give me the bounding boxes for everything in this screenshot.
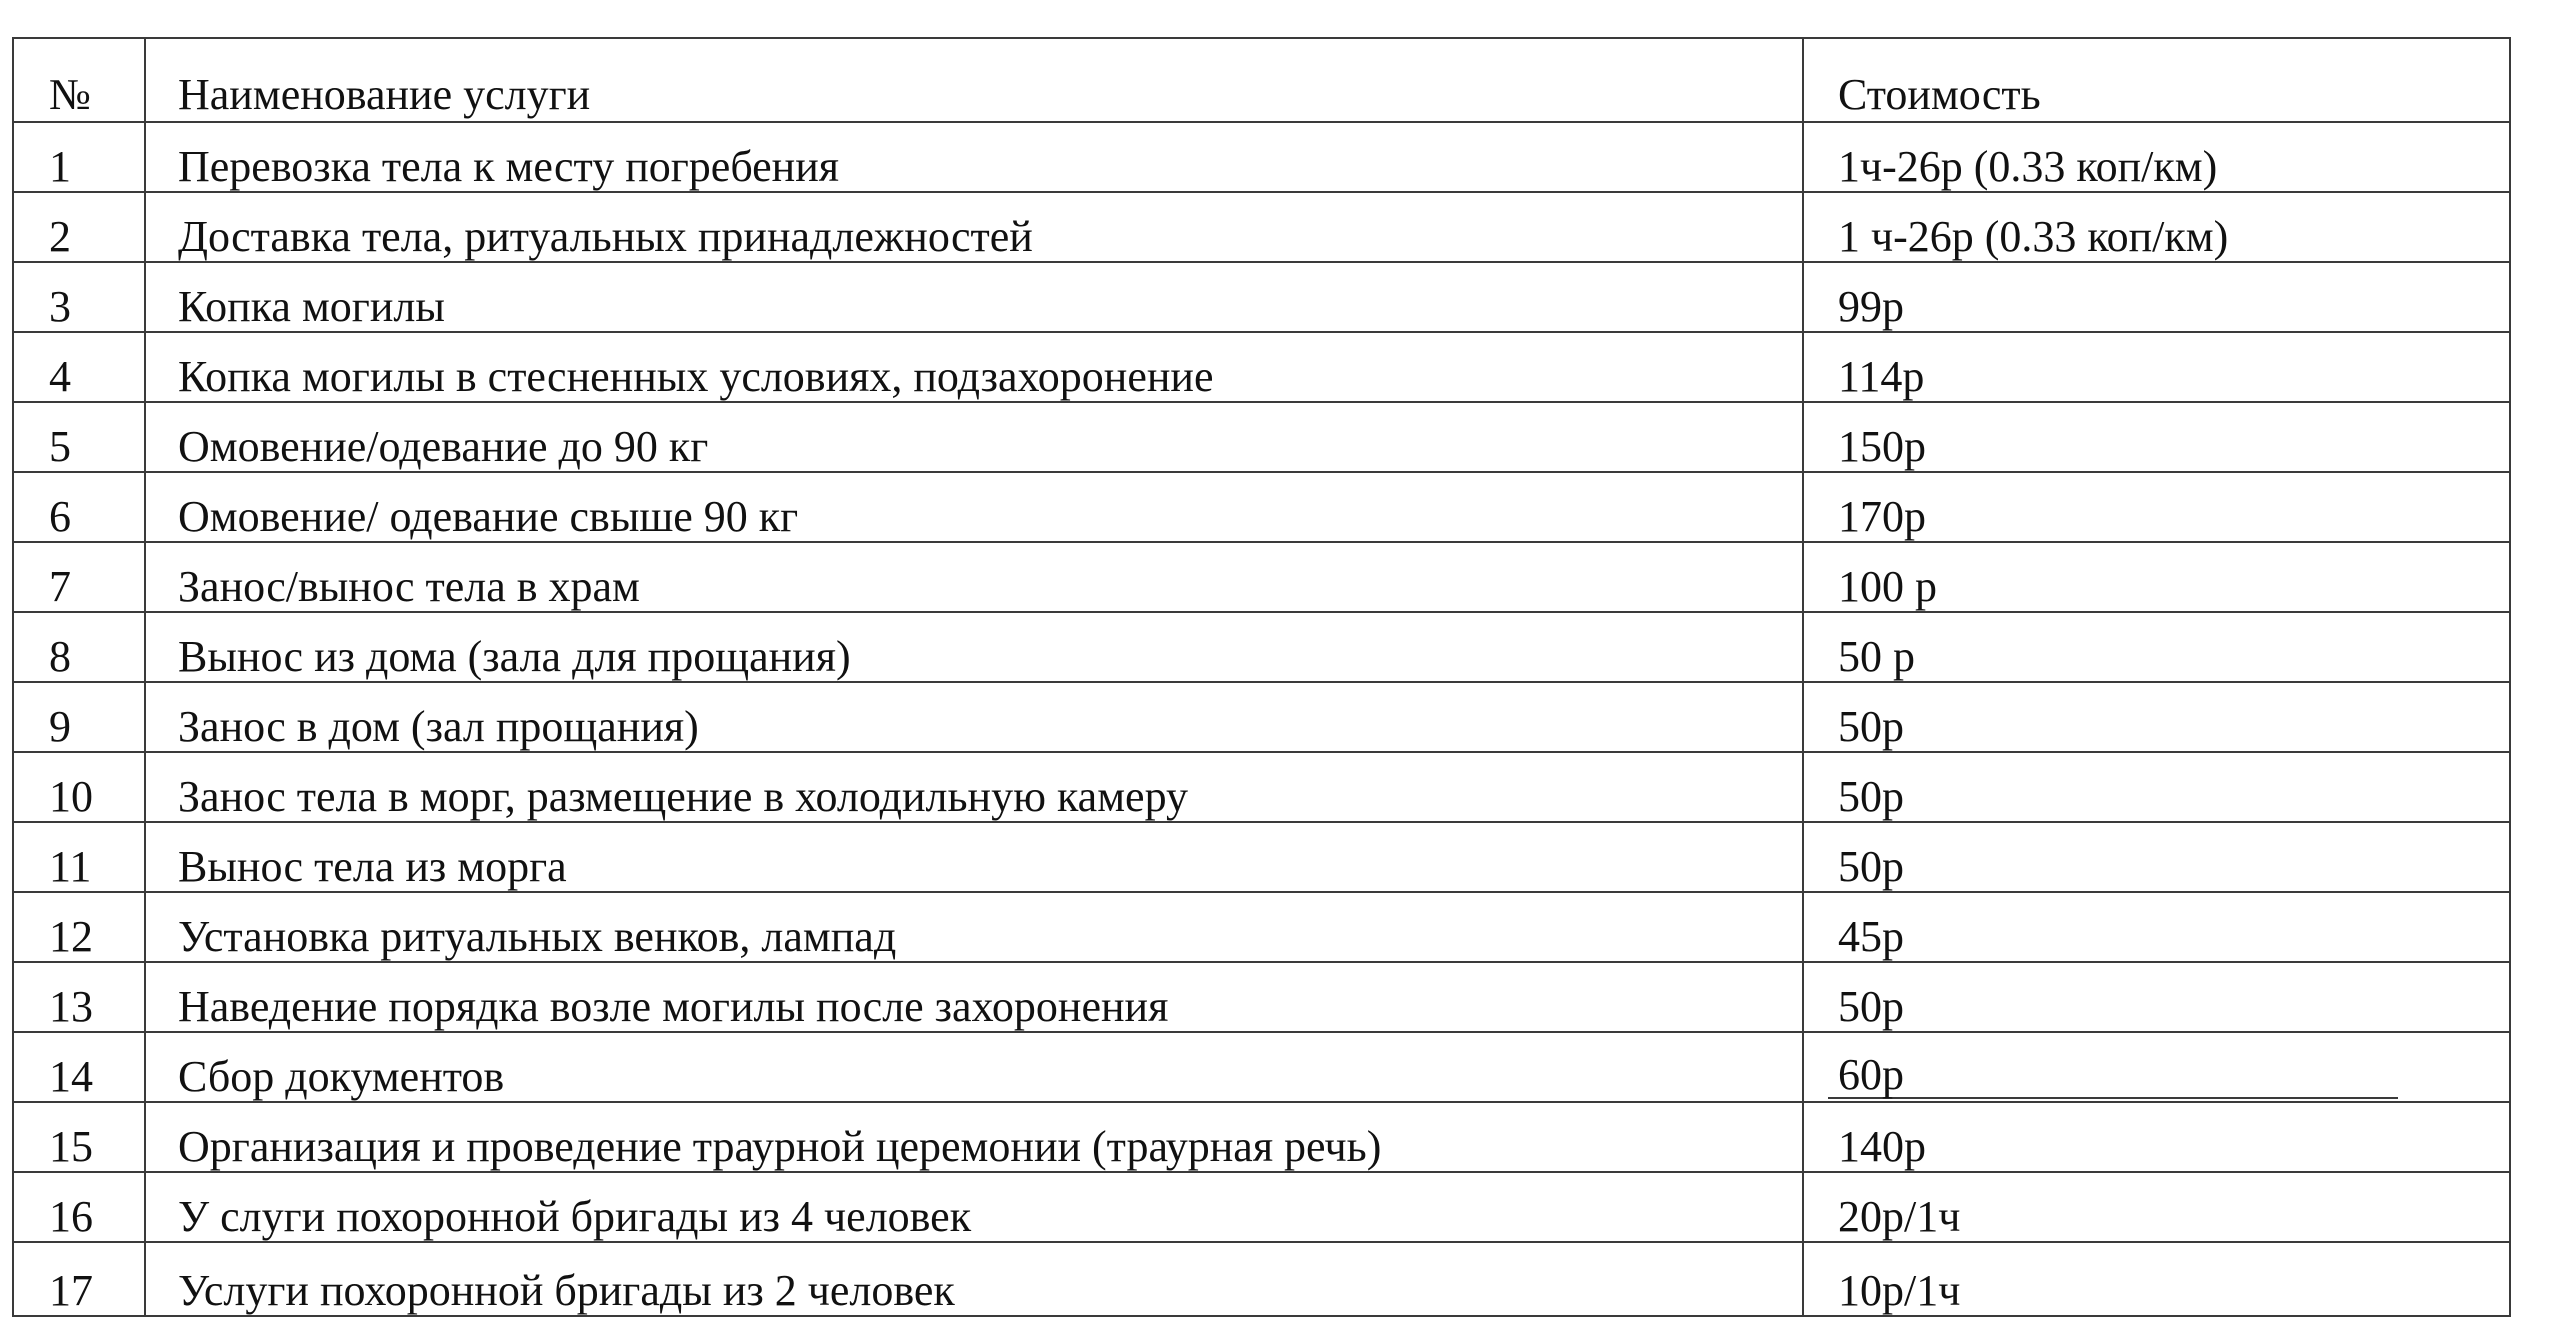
table-row xyxy=(13,612,2510,682)
row-cost: 50р xyxy=(1803,752,2510,822)
row-cost: 50р xyxy=(1803,822,2510,892)
row-service: Перевозка тела к месту погребения xyxy=(145,122,1803,192)
row-number: 2 xyxy=(13,192,145,262)
row-number: 17 xyxy=(13,1242,145,1316)
row-service: Организация и проведение траурной церемонии (траурная речь) xyxy=(145,1102,1803,1172)
row-number: 16 xyxy=(13,1172,145,1242)
table-row xyxy=(13,822,2510,892)
row-cost: 50 р xyxy=(1803,612,2510,682)
row-cost: 100 р xyxy=(1803,542,2510,612)
price-list-document xyxy=(12,37,2509,1317)
services-price-table xyxy=(12,37,2511,1317)
row-service: Доставка тела, ритуальных принадлежностей xyxy=(145,192,1803,262)
row-service: Копка могилы xyxy=(145,262,1803,332)
row-cost: 99р xyxy=(1803,262,2510,332)
row-service: Вынос тела из морга xyxy=(145,822,1803,892)
row-number: 8 xyxy=(13,612,145,682)
row-number: 6 xyxy=(13,472,145,542)
row-cost: 140р xyxy=(1803,1102,2510,1172)
row-number: 1 xyxy=(13,122,145,192)
row-number: 7 xyxy=(13,542,145,612)
row-number: 11 xyxy=(13,822,145,892)
row-service: Омовение/ одевание свыше 90 кг xyxy=(145,472,1803,542)
row-cost: 50р xyxy=(1803,962,2510,1032)
table-row xyxy=(13,1242,2510,1316)
row-cost: 1 ч-26р (0.33 коп/км) xyxy=(1803,192,2510,262)
table-row xyxy=(13,542,2510,612)
row-service: Копка могилы в стесненных условиях, подзахоронение xyxy=(145,332,1803,402)
table-row xyxy=(13,1032,2510,1102)
header-number: № xyxy=(13,38,145,122)
row-service: Наведение порядка возле могилы после захоронения xyxy=(145,962,1803,1032)
row-number: 13 xyxy=(13,962,145,1032)
row-number: 3 xyxy=(13,262,145,332)
row-service: Занос/вынос тела в храм xyxy=(145,542,1803,612)
row-number: 14 xyxy=(13,1032,145,1102)
row-cost: 50р xyxy=(1803,682,2510,752)
table-row xyxy=(13,962,2510,1032)
row-number: 12 xyxy=(13,892,145,962)
row-cost: 114р xyxy=(1803,332,2510,402)
row-number: 9 xyxy=(13,682,145,752)
row-cost: 20р/1ч xyxy=(1803,1172,2510,1242)
row-service: Сбор документов xyxy=(145,1032,1803,1102)
table-row xyxy=(13,122,2510,192)
table-row xyxy=(13,402,2510,472)
table-row xyxy=(13,682,2510,752)
row-number: 5 xyxy=(13,402,145,472)
row-cost: 1ч-26р (0.33 коп/км) xyxy=(1803,122,2510,192)
header-service-name: Наименование услуги xyxy=(145,38,1803,122)
row-cost: 45р xyxy=(1803,892,2510,962)
table-row xyxy=(13,262,2510,332)
row-service: Омовение/одевание до 90 кг xyxy=(145,402,1803,472)
row-number: 15 xyxy=(13,1102,145,1172)
table-row xyxy=(13,752,2510,822)
row-cost: 170р xyxy=(1803,472,2510,542)
row-cost: 60р xyxy=(1828,1053,2398,1099)
table-row xyxy=(13,192,2510,262)
table-header-row xyxy=(13,38,2510,122)
table-row xyxy=(13,1102,2510,1172)
row-service: Занос в дом (зал прощания) xyxy=(145,682,1803,752)
row-number: 10 xyxy=(13,752,145,822)
table-row xyxy=(13,1172,2510,1242)
row-service: У слуги похоронной бригады из 4 человек xyxy=(145,1172,1803,1242)
row-cost-cell xyxy=(1803,1032,2510,1102)
row-cost: 10р/1ч xyxy=(1803,1242,2510,1316)
table-row xyxy=(13,332,2510,402)
row-cost: 150р xyxy=(1803,402,2510,472)
table-row xyxy=(13,892,2510,962)
table-row xyxy=(13,472,2510,542)
header-cost: Стоимость xyxy=(1803,38,2510,122)
row-service: Вынос из дома (зала для прощания) xyxy=(145,612,1803,682)
row-number: 4 xyxy=(13,332,145,402)
row-service: Занос тела в морг, размещение в холодильную камеру xyxy=(145,752,1803,822)
row-service: Услуги похоронной бригады из 2 человек xyxy=(145,1242,1803,1316)
row-service: Установка ритуальных венков, лампад xyxy=(145,892,1803,962)
